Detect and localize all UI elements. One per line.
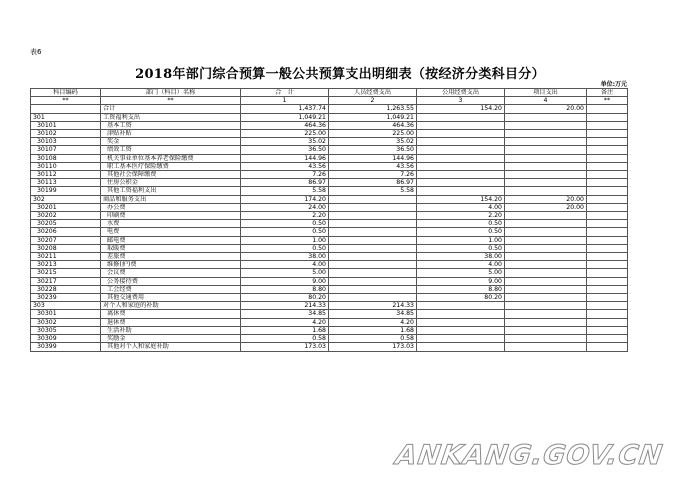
row-note-cell: [587, 195, 628, 203]
header-total: 合 计: [241, 89, 329, 97]
table-row: [31, 326, 628, 334]
row-personnel-cell: 5.58: [329, 187, 417, 195]
row-personnel-cell: 4.20: [329, 318, 417, 326]
row-name-cell: 对个人和家庭的补助: [101, 302, 241, 310]
row-project-cell: [505, 294, 587, 302]
row-note-cell: [587, 220, 628, 228]
row-project-cell: [505, 343, 587, 351]
index-cell: **: [587, 97, 628, 105]
row-personnel-cell: 144.96: [329, 154, 417, 162]
row-public-cell: 38.00: [417, 253, 505, 261]
table-row: [31, 146, 628, 154]
site-watermark: ANKANG.GOV.CN: [393, 440, 666, 471]
row-public-cell: 0.50: [417, 244, 505, 252]
table-row: [31, 335, 628, 343]
row-project-cell: [505, 261, 587, 269]
row-note-cell: [587, 285, 628, 293]
row-public-cell: [417, 310, 505, 318]
row-personnel-cell: [329, 244, 417, 252]
table-body: [31, 105, 628, 351]
row-project-cell: [505, 154, 587, 162]
row-total-cell: 214.33: [241, 302, 329, 310]
row-public-cell: [417, 302, 505, 310]
row-personnel-cell: 1.68: [329, 326, 417, 334]
row-note-cell: [587, 236, 628, 244]
table-row: [31, 253, 628, 261]
table-row: [31, 228, 628, 236]
table-row: [31, 220, 628, 228]
row-project-cell: [505, 302, 587, 310]
row-note-cell: [587, 187, 628, 195]
row-code-cell: 30301: [31, 310, 101, 318]
table-row: [31, 203, 628, 211]
row-public-cell: [417, 130, 505, 138]
row-total-cell: 1.00: [241, 236, 329, 244]
table-row: [31, 105, 628, 113]
row-public-cell: [417, 187, 505, 195]
row-total-cell: 7.26: [241, 171, 329, 179]
table-row: [31, 294, 628, 302]
row-public-cell: [417, 171, 505, 179]
row-project-cell: [505, 236, 587, 244]
row-note-cell: [587, 318, 628, 326]
row-code-cell: 30103: [31, 138, 101, 146]
row-public-cell: [417, 335, 505, 343]
row-name-cell: 绩效工资: [101, 146, 241, 154]
row-public-cell: [417, 343, 505, 351]
row-code-cell: 30305: [31, 326, 101, 334]
header-personnel: 人员经费支出: [329, 89, 417, 97]
row-name-cell: 机关事业单位基本养老保险缴费: [101, 154, 241, 162]
index-cell: 4: [505, 97, 587, 105]
row-code-cell: 30309: [31, 335, 101, 343]
row-public-cell: 2.20: [417, 212, 505, 220]
index-cell: **: [101, 97, 241, 105]
table-row: [31, 171, 628, 179]
row-code-cell: 30207: [31, 236, 101, 244]
row-personnel-cell: [329, 203, 417, 211]
row-public-cell: [417, 162, 505, 170]
row-public-cell: 154.20: [417, 105, 505, 113]
table-row: [31, 277, 628, 285]
table-row: [31, 310, 628, 318]
index-cell: **: [31, 97, 101, 105]
row-note-cell: [587, 310, 628, 318]
row-code-cell: [31, 105, 101, 113]
row-personnel-cell: 34.85: [329, 310, 417, 318]
row-total-cell: 5.58: [241, 187, 329, 195]
row-total-cell: 34.85: [241, 310, 329, 318]
row-code-cell: 30110: [31, 162, 101, 170]
row-project-cell: [505, 326, 587, 334]
table-row: [31, 130, 628, 138]
row-code-cell: 301: [31, 113, 101, 121]
row-project-cell: [505, 310, 587, 318]
row-total-cell: 4.00: [241, 261, 329, 269]
row-name-cell: 邮电费: [101, 236, 241, 244]
row-project-cell: [505, 121, 587, 129]
row-note-cell: [587, 154, 628, 162]
row-public-cell: 8.80: [417, 285, 505, 293]
row-personnel-cell: [329, 253, 417, 261]
row-personnel-cell: 214.33: [329, 302, 417, 310]
row-name-cell: 职工基本医疗保险缴费: [101, 162, 241, 170]
row-personnel-cell: 225.00: [329, 130, 417, 138]
table-row: [31, 318, 628, 326]
row-personnel-cell: [329, 277, 417, 285]
row-code-cell: 30113: [31, 179, 101, 187]
row-note-cell: [587, 130, 628, 138]
row-total-cell: 4.20: [241, 318, 329, 326]
row-total-cell: 43.56: [241, 162, 329, 170]
row-code-cell: 30208: [31, 244, 101, 252]
table-row: [31, 269, 628, 277]
row-note-cell: [587, 261, 628, 269]
row-code-cell: 30211: [31, 253, 101, 261]
table-row: [31, 261, 628, 269]
row-note-cell: [587, 105, 628, 113]
row-public-cell: [417, 113, 505, 121]
row-project-cell: [505, 269, 587, 277]
table-row: [31, 187, 628, 195]
row-total-cell: 1,049.21: [241, 113, 329, 121]
header-code: 科目编码: [31, 89, 101, 97]
row-name-cell: 水费: [101, 220, 241, 228]
table-row: [31, 285, 628, 293]
row-code-cell: 30101: [31, 121, 101, 129]
row-code-cell: 30201: [31, 203, 101, 211]
row-name-cell: 退休费: [101, 318, 241, 326]
row-name-cell: 商品和服务支出: [101, 195, 241, 203]
unit-label: 单位:万元: [600, 81, 627, 88]
row-total-cell: 0.58: [241, 335, 329, 343]
row-public-cell: 154.20: [417, 195, 505, 203]
row-code-cell: 30205: [31, 220, 101, 228]
row-public-cell: [417, 326, 505, 334]
row-project-cell: [505, 253, 587, 261]
table-row: [31, 162, 628, 170]
header-row: [31, 89, 628, 97]
expenditure-table: [30, 88, 628, 352]
row-personnel-cell: 43.56: [329, 162, 417, 170]
row-personnel-cell: 464.36: [329, 121, 417, 129]
table-row: [31, 121, 628, 129]
row-code-cell: 303: [31, 302, 101, 310]
row-name-cell: 其他交通费用: [101, 294, 241, 302]
row-code-cell: 30213: [31, 261, 101, 269]
row-project-cell: [505, 212, 587, 220]
index-cell: 2: [329, 97, 417, 105]
row-project-cell: 20.00: [505, 195, 587, 203]
row-total-cell: 80.20: [241, 294, 329, 302]
row-public-cell: 80.20: [417, 294, 505, 302]
row-code-cell: 30399: [31, 343, 101, 351]
row-note-cell: [587, 253, 628, 261]
row-project-cell: [505, 277, 587, 285]
row-total-cell: 8.80: [241, 285, 329, 293]
row-project-cell: [505, 220, 587, 228]
row-project-cell: [505, 113, 587, 121]
row-total-cell: 2.20: [241, 212, 329, 220]
row-project-cell: [505, 228, 587, 236]
row-public-cell: 1.00: [417, 236, 505, 244]
row-name-cell: 印刷费: [101, 212, 241, 220]
table-row: [31, 212, 628, 220]
row-personnel-cell: [329, 236, 417, 244]
row-name-cell: 差旅费: [101, 253, 241, 261]
row-note-cell: [587, 294, 628, 302]
row-code-cell: 302: [31, 195, 101, 203]
row-total-cell: 0.50: [241, 228, 329, 236]
row-personnel-cell: [329, 269, 417, 277]
row-personnel-cell: 0.58: [329, 335, 417, 343]
row-note-cell: [587, 228, 628, 236]
row-code-cell: 30228: [31, 285, 101, 293]
row-name-cell: 其他工资福利支出: [101, 187, 241, 195]
row-project-cell: [505, 138, 587, 146]
row-code-cell: 30217: [31, 277, 101, 285]
table-row: [31, 179, 628, 187]
row-note-cell: [587, 343, 628, 351]
row-name-cell: 奖金: [101, 138, 241, 146]
row-public-cell: [417, 121, 505, 129]
row-personnel-cell: 86.97: [329, 179, 417, 187]
row-note-cell: [587, 121, 628, 129]
row-name-cell: 会议费: [101, 269, 241, 277]
row-total-cell: 464.36: [241, 121, 329, 129]
row-name-cell: 公务接待费: [101, 277, 241, 285]
row-name-cell: 电费: [101, 228, 241, 236]
header-note: 备注: [587, 89, 628, 97]
row-note-cell: [587, 269, 628, 277]
row-public-cell: 5.00: [417, 269, 505, 277]
row-total-cell: 0.50: [241, 220, 329, 228]
index-cell: 3: [417, 97, 505, 105]
row-project-cell: [505, 146, 587, 154]
row-project-cell: [505, 285, 587, 293]
row-total-cell: 174.20: [241, 195, 329, 203]
header-public: 公用经费支出: [417, 89, 505, 97]
row-personnel-cell: [329, 212, 417, 220]
row-total-cell: 225.00: [241, 130, 329, 138]
row-name-cell: 住房公积金: [101, 179, 241, 187]
row-name-cell: 其他社会保障缴费: [101, 171, 241, 179]
row-personnel-cell: [329, 285, 417, 293]
table-row: [31, 154, 628, 162]
row-name-cell: 办公费: [101, 203, 241, 211]
row-total-cell: 173.03: [241, 343, 329, 351]
row-public-cell: [417, 138, 505, 146]
row-note-cell: [587, 179, 628, 187]
row-total-cell: 5.00: [241, 269, 329, 277]
index-row: [31, 97, 628, 105]
row-code-cell: 30239: [31, 294, 101, 302]
row-code-cell: 30108: [31, 154, 101, 162]
row-code-cell: 30302: [31, 318, 101, 326]
row-name-cell: 合计: [101, 105, 241, 113]
row-project-cell: [505, 171, 587, 179]
row-note-cell: [587, 277, 628, 285]
row-name-cell: 工资福利支出: [101, 113, 241, 121]
row-project-cell: 20.00: [505, 105, 587, 113]
row-name-cell: 基本工资: [101, 121, 241, 129]
row-name-cell: 工会经费: [101, 285, 241, 293]
row-project-cell: [505, 318, 587, 326]
row-name-cell: 生活补助: [101, 326, 241, 334]
row-project-cell: [505, 244, 587, 252]
row-personnel-cell: 35.02: [329, 138, 417, 146]
row-name-cell: 津贴补贴: [101, 130, 241, 138]
header-name: 部门（科目）名称: [101, 89, 241, 97]
row-personnel-cell: 1,049.21: [329, 113, 417, 121]
table-row: [31, 236, 628, 244]
row-public-cell: [417, 318, 505, 326]
row-note-cell: [587, 162, 628, 170]
row-public-cell: 0.50: [417, 220, 505, 228]
row-note-cell: [587, 113, 628, 121]
row-name-cell: 取暖费: [101, 244, 241, 252]
row-code-cell: 30202: [31, 212, 101, 220]
row-note-cell: [587, 244, 628, 252]
row-note-cell: [587, 302, 628, 310]
row-public-cell: [417, 146, 505, 154]
table-row: [31, 302, 628, 310]
table-row: [31, 343, 628, 351]
row-total-cell: 35.02: [241, 138, 329, 146]
row-total-cell: 1.68: [241, 326, 329, 334]
row-code-cell: 30112: [31, 171, 101, 179]
table-row: [31, 113, 628, 121]
row-note-cell: [587, 171, 628, 179]
row-total-cell: 38.00: [241, 253, 329, 261]
row-total-cell: 86.97: [241, 179, 329, 187]
row-public-cell: 4.00: [417, 261, 505, 269]
row-note-cell: [587, 335, 628, 343]
row-code-cell: 30107: [31, 146, 101, 154]
row-personnel-cell: [329, 220, 417, 228]
table-row: [31, 244, 628, 252]
row-total-cell: 0.50: [241, 244, 329, 252]
table-number-label: 表6: [30, 48, 42, 56]
row-note-cell: [587, 138, 628, 146]
row-total-cell: 36.50: [241, 146, 329, 154]
row-total-cell: 24.00: [241, 203, 329, 211]
row-project-cell: [505, 187, 587, 195]
table-row: [31, 195, 628, 203]
row-personnel-cell: [329, 195, 417, 203]
row-public-cell: 9.00: [417, 277, 505, 285]
row-total-cell: 144.96: [241, 154, 329, 162]
row-name-cell: 奖励金: [101, 335, 241, 343]
row-code-cell: 30199: [31, 187, 101, 195]
row-project-cell: [505, 130, 587, 138]
row-public-cell: 4.00: [417, 203, 505, 211]
row-project-cell: [505, 179, 587, 187]
row-project-cell: [505, 162, 587, 170]
row-public-cell: [417, 154, 505, 162]
row-personnel-cell: [329, 294, 417, 302]
row-project-cell: [505, 335, 587, 343]
row-name-cell: 离休费: [101, 310, 241, 318]
row-total-cell: 1,437.74: [241, 105, 329, 113]
document-title: 2018年部门综合预算一般公共预算支出明细表（按经济分类科目分）: [135, 67, 545, 82]
table-row: [31, 138, 628, 146]
row-public-cell: 0.50: [417, 228, 505, 236]
row-personnel-cell: 1,263.55: [329, 105, 417, 113]
row-public-cell: [417, 179, 505, 187]
row-code-cell: 30215: [31, 269, 101, 277]
row-personnel-cell: 7.26: [329, 171, 417, 179]
row-note-cell: [587, 203, 628, 211]
row-name-cell: 维修(护)费: [101, 261, 241, 269]
row-total-cell: 9.00: [241, 277, 329, 285]
index-cell: 1: [241, 97, 329, 105]
row-note-cell: [587, 212, 628, 220]
row-code-cell: 30102: [31, 130, 101, 138]
row-personnel-cell: [329, 261, 417, 269]
row-project-cell: 20.00: [505, 203, 587, 211]
row-personnel-cell: 173.03: [329, 343, 417, 351]
row-note-cell: [587, 326, 628, 334]
row-code-cell: 30206: [31, 228, 101, 236]
header-project: 项目支出: [505, 89, 587, 97]
row-personnel-cell: [329, 228, 417, 236]
row-personnel-cell: 36.50: [329, 146, 417, 154]
row-name-cell: 其他对个人和家庭补助: [101, 343, 241, 351]
row-note-cell: [587, 146, 628, 154]
